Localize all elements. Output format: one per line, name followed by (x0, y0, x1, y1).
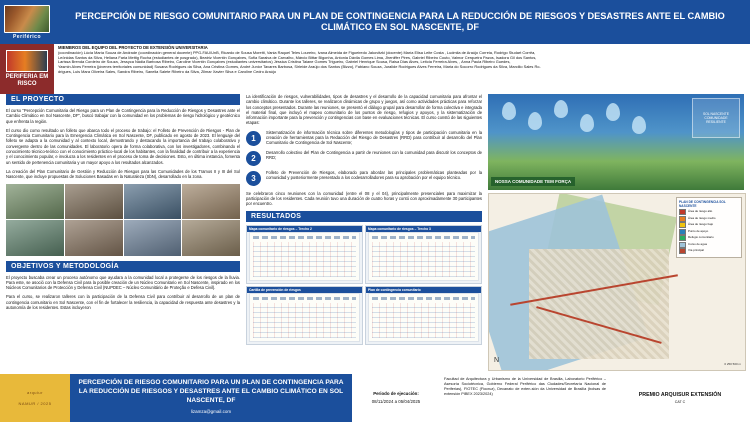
period-value: 08/11/2024 a 05/04/2025 (371, 399, 421, 404)
execution-period (352, 374, 440, 422)
section-title-objectives: OBJETIVOS Y METODOLOGÍA (6, 261, 240, 272)
legend-swatch-icon (679, 242, 686, 248)
raindrop-icon (580, 114, 594, 132)
team-members-line: drigues, Luis Mara Oliveira Sales, Sandra Ribeiro, Sanelia Salete Ribeiro da Silva, Zilmar Xavier Silva e Caroline Cedro Araújo (58, 68, 276, 74)
arquisur-logo (0, 374, 70, 422)
result-thumb (249, 293, 360, 342)
team-members-line: (coordinación) Lúcia María Souza de Andrade (coordinación general docente) PPG-FAU/UnB, Ricardo de Sousa Moretti, Vania Raquel Teles Loureiro, Ivana Almeida de Figueiredo Jakovitzki (docente) María Elisa Leite Costa , Ludmila de Araújo Correia, Rodrigo Studart Corrêa, (58, 49, 536, 55)
legend-label: Punto de apoyo (688, 228, 709, 233)
result-thumb (249, 232, 360, 281)
section-title-project: EL PROYECTO (6, 94, 240, 105)
raindrop-icon (554, 100, 568, 118)
periferico-logo-icon (4, 5, 50, 33)
photo (182, 184, 240, 220)
raindrop-icon (528, 112, 542, 130)
legend-swatch-icon (679, 209, 686, 215)
result-thumb (368, 232, 479, 281)
map-scale: 0 250 500 m (724, 362, 741, 366)
raindrop-icon (606, 103, 620, 121)
team-members-line: Larissa Brenda Cordeiro de Souza, Jessyca Nádia Barbosa Ribeiro, Caroline Vicentin Gonçalves (estudiantes universitarios) Jéssica Cristina Taiane Gomes Trigueiro, Gabriel Henrique Sousa, Raisa Dias Alves, Letícia Ferreira Alves, , Anna Paula Ribeiro Guedes, (58, 59, 511, 65)
footer-title: PERCEPCIÓN DE RIESGO COMUNITARIO PARA UN PLAN DE CONTINGENCIA PARA LA REDUCCIÓN DE RIESGOS Y DESASTRES ANTE EL CAMBIO CLIMÁTICO EN SOL NASCENTE, DF (78, 379, 344, 404)
legend-label: Refugio comunitario (688, 235, 714, 240)
award-title: PREMIO ARQUISUR EXTENSIÓN (638, 392, 722, 398)
result-thumb (368, 293, 479, 342)
legend-item (679, 229, 739, 235)
photo (124, 220, 182, 256)
step-number: 1 (246, 131, 261, 146)
methodology-step (246, 150, 482, 166)
step-text: Desarrollo colectivo del Plan de Contingencia a partir de reuniones con la comunidad para discutir los conceptos de RRD; (266, 149, 482, 160)
result-caption: Cartilla de prevención de riesgos (247, 287, 362, 293)
map-urban-area (529, 249, 669, 359)
legend-item (679, 216, 739, 222)
legend-label: Área de riesgo medio (688, 215, 716, 220)
map-legend-title: PLAN DE CONTINGENCIA SOL NASCENTE (679, 200, 726, 208)
team-members-line: Yasmin Alves Ferreira (jóvenes territoriales comunidad) Susana Rodrigues da Silva, Ana Cristina Gomes, André Junior Tavares Barbosa, Sirleide Araújo dos Santos (Bizzo), Fabiano Souza, Juralide Rodrigues Alves Ferreira, Maria do Socorro Rodrigues da Silva, Marcilio Sales Ro- (58, 64, 541, 70)
raindrop-icon (502, 102, 516, 120)
map-legend (676, 197, 742, 258)
periferia-logo-label: PERIFERIA EM RISCO (5, 74, 49, 87)
photo (65, 184, 123, 220)
legend-swatch-icon (679, 222, 686, 228)
footer-email: lizamza@gmail.com (190, 409, 232, 415)
raindrop-icon (632, 116, 646, 134)
period-label: Periodo de ejecución: (373, 391, 419, 396)
step-text: Folleto de Prevención de Riesgos, elaborado para abordar las principales problemáticas planteadas por la comunidad y posteriormente presentado a los codesarrolladores para su aprobación por el equipo técnico. (266, 169, 482, 180)
legend-item (679, 248, 739, 254)
column-project (6, 94, 240, 374)
methodology-intro: La identificación de riesgos, vulnerabilidades, tipos de desastres y el desarrollo de la capacidad comunitaria para afrontar el cambio climático. Durante los talleres, se realizaron dinámicas de grupo y juegos, así como actividades prácticas para reforzar los conceptos presentados. Durante las reuniones, se presentó el diálogo grupal para desarrollar de forma colectiva e integrada el material final, que incluyó el mapeo comunitario de los puntos de riesgo, refugios y apoyos, y la sistematización de información importante para la prevención y contingencias con base en evaluaciones técnicas. El curso constó de las siguientes etapas: (246, 94, 482, 126)
legend-item (679, 235, 739, 241)
award-category: CAT C (674, 400, 686, 404)
section-title-results: RESULTADOS (246, 211, 482, 222)
legend-swatch-icon (679, 248, 686, 254)
legend-swatch-icon (679, 235, 686, 241)
photo (124, 184, 182, 220)
result-card (365, 225, 482, 284)
result-caption: Plan de contingencia comunitario (366, 287, 481, 293)
legend-item (679, 222, 739, 228)
team-members-line: Leônidas Santos da Silva, Heliana Faria Mettig Rocha (estudiantes de posgrado), Beatriz Vicentin Gonçalves, Sofia Saraiva de Carvalho, Márcio Bittar Bigonha, Antonia Dávila Gomes Lima, Jheniffer Pires, Gabriel Ribeiro Couto, Valmor Cerqueira Pazos, Isadora Gil dos Santos, (58, 54, 537, 60)
community-photo-banner (488, 94, 744, 190)
team-members-heading: MIEMBROS DEL EQUIPO DEL PROYECTO DE EXTENSIÓN UNIVERSITARIA (58, 45, 208, 50)
methodology-step (246, 130, 482, 146)
affiliation-text: Facultad de Arquitectura y Urbanismo de la Universidad de Brasilia, Laboratorio Periférico – Asesoría Sociotécnica, Gobierno Federal Periférico das Ciudades/Secretaría Nacional de Periferias), FIOTEC (Fiocruz), Decanato de exten-sión da Universidad de Brasilia (bolsas de extensión PIBEX 2023/2024) (440, 374, 610, 422)
poster-header (0, 0, 750, 44)
result-card (246, 225, 363, 284)
photo (182, 220, 240, 256)
step-number: 3 (246, 171, 261, 186)
legend-item (679, 242, 739, 248)
north-arrow-icon: N (494, 357, 500, 364)
step-text: Sistematización de información técnica sobre diferentes metodologías y tipos de participación comunitaria en la creación de herramientas para la Redacción del Riesgo de Desastres (RRD) para contribuir al desarrollo del Plan Comunitario de Contingencia de Sol Nascente; (266, 129, 482, 146)
result-card (365, 286, 482, 345)
community-badge: SOL NASCENTE COMUNIDADE RESILIENTE (692, 98, 740, 138)
legend-label: Vía principal (688, 248, 704, 253)
photo (6, 220, 64, 256)
methodology-step (246, 170, 482, 186)
team-members-block (54, 44, 750, 94)
legend-swatch-icon (679, 216, 686, 222)
legend-item (679, 209, 739, 215)
result-caption: Mapa comunitario de riesgos – Trecho 3 (366, 226, 481, 232)
footer-title-block (70, 374, 352, 422)
photo (65, 220, 123, 256)
legend-label: Área de riesgo bajo (688, 222, 714, 227)
step-number: 2 (246, 151, 261, 166)
arquisur-brand-sub: NAMUR / 2025 (18, 401, 52, 406)
photo-collage-workshops (6, 184, 240, 256)
poster-body (0, 94, 750, 374)
project-paragraph: La creación del Plan Comunitario de Gestión y Reducción de Riesgos para las Comunidades de los Tramos II y III del Sol Nascente, que incluye propuestas de Soluciones Basadas en la Naturaleza (SbN), desarrollado en la zona. (6, 168, 240, 180)
periferico-logo (0, 0, 54, 44)
arquisur-brand: arquiur (27, 390, 43, 395)
page-title: PERCEPCIÓN DE RIESGO COMUNITARIO PARA UN PLAN DE CONTINGENCIA PARA LA REDUCCIÓN DE RIESGOS Y DESASTRES ANTE EL CAMBIO CLIMÁTICO EN SOL NASCENTE, DF (75, 11, 725, 32)
results-grid (246, 225, 482, 345)
project-paragraph: El curso dio como resultado un folleto que abarca todo el proceso de trabajo: el Folleto de Prevención de Riesgos - Plan de Contingencia Comunitario para la Emergencia Climática en Sol Nascente, DF, publicado en agosto de 2023. El lenguaje del folleto se adapta a la comunidad y al contexto local, demostrando y destacando la importancia del trabajo colaborativo y convergente dentro de las comunidades. El laboratorio opera de forma colaborativa, con los investigadores, combinando el conocimiento técnico-teórico con el conocimiento práctico-local de los habitantes, con la finalidad de contribuir a la experiencia y el conocimiento popular, e involucra a los residentes en el proceso de toma de decisiones. Esto, en última instancia, fomenta un sentido de pertenencia comunitaria y un mayor apoyo a los resultados alcanzados. (6, 127, 240, 165)
poster-footer (0, 374, 750, 422)
result-caption: Mapa comunitario de riesgos – Trecho 2 (247, 226, 362, 232)
methodology-closing: Se celebraron cinco reuniones con la comunidad (entre el 08 y el 04), principalmente presenciales para maximizar la participación de los residentes. Cada reunión tuvo una duración de cuatro horas y contó con aproximadamente 30 participantes por encuentro. (246, 190, 482, 207)
result-card (246, 286, 363, 345)
periferico-logo-label: Periférico (12, 33, 42, 40)
methodology-steps (246, 130, 482, 186)
risk-map (488, 193, 746, 371)
periferia-em-risco-logo (0, 44, 54, 94)
award-block (610, 374, 750, 422)
column-methodology (246, 94, 482, 374)
community-photo-caption: NOSSA COMUNIDADE TEM FORÇA (491, 177, 575, 186)
periferia-logo-icon (6, 50, 48, 72)
project-paragraph: El curso "Percepción Comunitaria del Riesgo para un Plan de Contingencia para la Reducción de Riesgos y Desastres ante el Cambio Climático en Sol Nascente, DF", buscó trabajar con la comunidad en los problemas de riesgo hidrológico y geotécnico que enfrenta la región. (6, 108, 240, 124)
legend-label: Curso de agua (688, 241, 707, 246)
legend-label: Área de riesgo alto (688, 209, 713, 214)
column-visuals (488, 94, 744, 374)
photo (6, 184, 64, 220)
objectives-paragraph: Para el curso, se realizaron talleres con la participación de la Defensa Civil para contribuir al desarrollo de un plan de contingencia comunitario en Sol Nascente, con el fin de fortalecer la resiliencia, la capacidad de respuesta ante desastres y la autonomía de los residentes. Estas incluyeron (6, 294, 240, 311)
arquisur-logo-label (19, 387, 52, 409)
objectives-paragraph: El proyecto buscaba crear un proceso autónomo que ayudara a la comunidad local a protegerse de los riesgos de la lluvia. Para este, se asoció con la Defensa Civil para la posible creación de un Núcleo Comunitario en Sol Nascente, inspirado en los Núcleos Comunitarios de Protección y Defensa Civil (NUPDEC – Núcleo Comunitário de Proteção e Defesa Civil). (6, 274, 240, 291)
legend-swatch-icon (679, 229, 686, 235)
